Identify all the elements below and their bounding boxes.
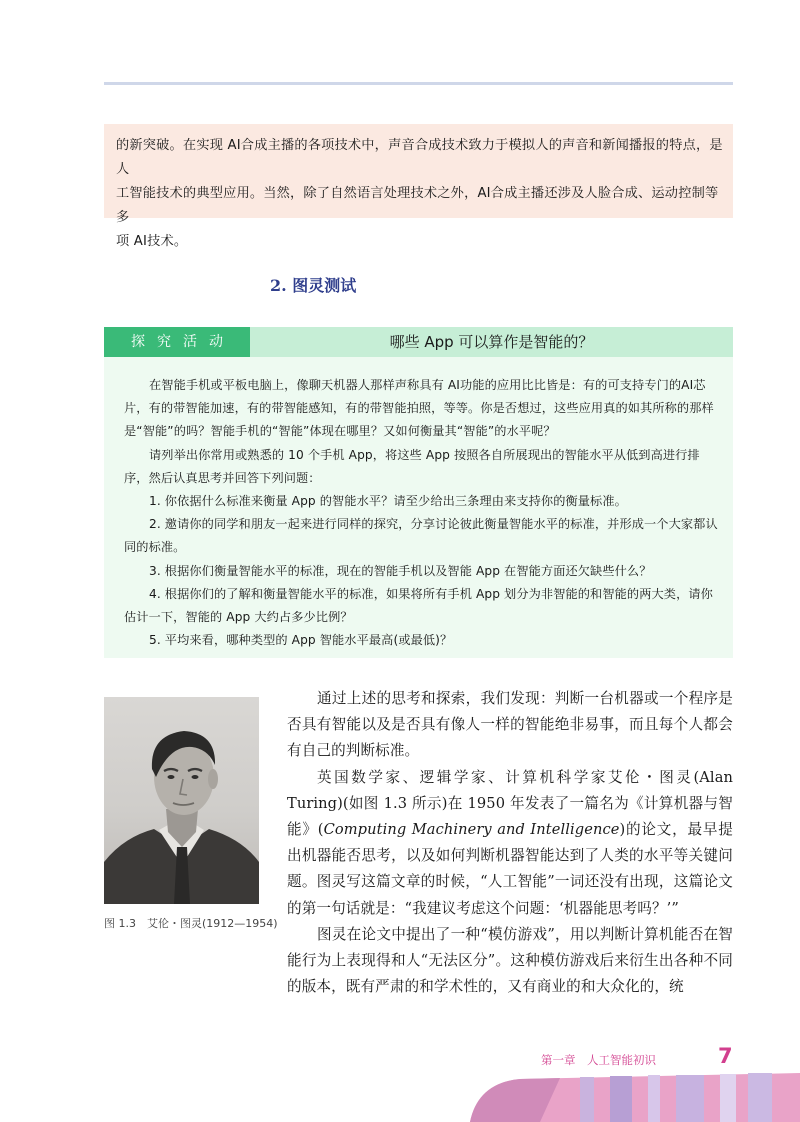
figure-caption: 图 1.3 艾伦・图灵(1912—1954) bbox=[104, 917, 278, 930]
activity-tag: 探究活动 bbox=[104, 327, 250, 357]
section-title: 2. 图灵测试 bbox=[270, 276, 357, 295]
intro-line-1: 的新突破。在实现 AI合成主播的各项技术中，声音合成技术致力于模拟人的声音和新闻播报的特点，是人 bbox=[116, 138, 723, 177]
activity-question-3: 3. 根据你们衡量智能水平的标准，现在的智能手机以及智能 App 在智能方面还欠缺些什么？ bbox=[149, 563, 652, 578]
turing-portrait bbox=[104, 697, 259, 904]
activity-question-5: 5. 平均来看，哪种类型的 App 智能水平最高(或最低)？ bbox=[149, 633, 453, 648]
activity-question-1: 1. 你依据什么标准来衡量 App 的智能水平？请至少给出三条理由来支持你的衡量标准。 bbox=[149, 494, 627, 509]
activity-header bbox=[104, 327, 733, 357]
main-text bbox=[287, 686, 733, 1000]
footer-chapter: 第一章 人工智能初识 bbox=[541, 1053, 656, 1067]
activity-paragraph: 请列举出你常用或熟悉的 10 个手机 App，将这些 App 按照各自所展现出的智能水平从低到高进行排序，然后认真思考并回答下列问题： bbox=[124, 447, 700, 485]
activity-question-2: 2. 邀请你的同学和朋友一起来进行同样的探究，分享讨论彼此衡量智能水平的标准，并形成一个大家都认同的标准。 bbox=[124, 517, 718, 555]
page-number: 7 bbox=[718, 1044, 733, 1068]
activity-body bbox=[104, 357, 733, 658]
intro-line-2: 工智能技术的典型应用。当然，除了自然语言处理技术之外，AI合成主播还涉及人脸合成、运动控制等多 bbox=[116, 186, 719, 225]
body-paragraph-2-part-1: 英国数学家、逻辑学家、计算机科学家艾伦・图灵(Alan Turing)(如图 1.3 所示)在 1950 年发表了一篇名为《计算机器与智能》( bbox=[287, 768, 733, 839]
header-rule bbox=[104, 82, 733, 85]
body-paragraph-2-part-2: )的论文，最早提出机器能否思考，以及如何判断机器智能达到了人类的水平等关键问题。图灵写这篇文章的时候，“人工智能”一词还没有出现，这篇论文的第一句话就是：“我建议考虑这个问题：‘机器能思考吗？’” bbox=[287, 821, 733, 917]
activity-paragraph: 在智能手机或平板电脑上，像聊天机器人那样声称具有 AI功能的应用比比皆是：有的可支持专门的AI芯片，有的带智能加速，有的带智能感知，有的带智能拍照，等等。你是否想过，这些应用真的如其所称的那样是“智能”的吗？智能手机的“智能”体现在哪里？又如何衡量其“智能”的水平呢？ bbox=[124, 378, 714, 439]
activity-question-4: 4. 根据你们的了解和衡量智能水平的标准，如果将所有手机 App 划分为非智能的和智能的两大类，请你估计一下，智能的 App 大约占多少比例？ bbox=[124, 586, 713, 625]
activity-question: 哪些 App 可以算作是智能的？ bbox=[389, 333, 594, 351]
intro-line-3: 项 AI技术。 bbox=[116, 234, 188, 249]
intro-box bbox=[104, 124, 733, 249]
body-paragraph-3: 图灵在论文中提出了一种“模仿游戏”，用以判断计算机能否在智能行为上表现得和人“无法区分”。这种模仿游戏后来衍生出各种不同的版本，既有严肃的和学术性的，又有商业的和大众化的，统 bbox=[287, 925, 733, 996]
paper-title-english: Computing Machinery and Intelligence bbox=[323, 821, 620, 839]
body-paragraph-1: 通过上述的思考和探索，我们发现：判断一台机器或一个程序是否具有智能以及是否具有像人一样的智能绝非易事，而且每个人都会有自己的判断标准。 bbox=[287, 690, 733, 760]
body-paragraph-2 bbox=[287, 765, 733, 922]
portrait-illustration bbox=[104, 697, 259, 904]
footer-color-band bbox=[0, 1073, 800, 1122]
